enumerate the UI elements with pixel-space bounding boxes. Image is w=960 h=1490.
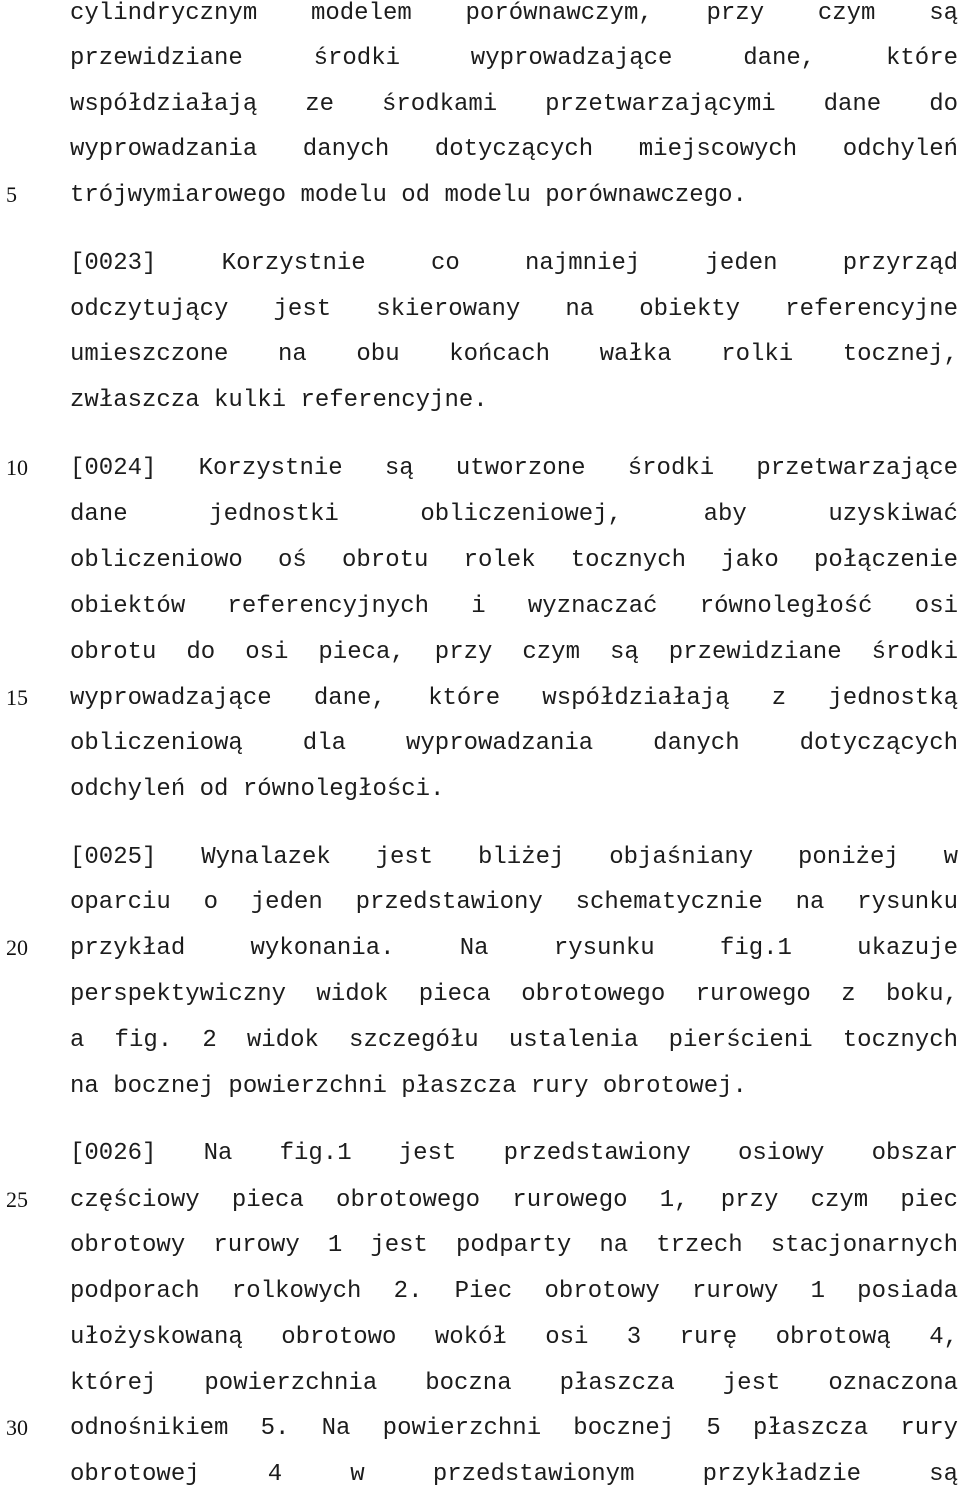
text-line: przykład wykonania. Na rysunku fig.1 ukazuje (70, 935, 958, 962)
text-line: [0023] Korzystnie co najmniej jeden przyrząd (70, 250, 958, 277)
text-line: zwłaszcza kulki referencyjne. (70, 387, 488, 414)
line-number: 10 (6, 455, 28, 480)
text-line: dane jednostki obliczeniowej, aby uzyskiwać (70, 501, 958, 528)
text-line: obrotowy rurowy 1 jest podparty na trzech stacjonarnych (70, 1232, 958, 1259)
text-line: podporach rolkowych 2. Piec obrotowy rurowy 1 posiada (70, 1278, 958, 1305)
text-line: [0026] Na fig.1 jest przedstawiony osiowy obszar (70, 1140, 958, 1167)
text-line: na bocznej powierzchni płaszcza rury obrotowej. (70, 1073, 747, 1100)
line-number: 20 (6, 935, 28, 960)
text-line: cylindrycznym modelem porównawczym, przy czym są (70, 0, 958, 27)
text-line: wyprowadzające dane, które współdziałają z jednostką (70, 685, 958, 712)
text-line: obrotowej 4 w przedstawionym przykładzie są (70, 1461, 958, 1488)
text-line: odchyleń od równoległości. (70, 776, 445, 803)
text-line: obliczeniowo oś obrotu rolek tocznych jako połączenie (70, 547, 958, 574)
text-line: oparciu o jeden przedstawiony schematycznie na rysunku (70, 889, 958, 916)
text-line: której powierzchnia boczna płaszcza jest oznaczona (70, 1370, 958, 1397)
text-line: [0024] Korzystnie są utworzone środki przetwarzające (70, 455, 958, 482)
text-line: przewidziane środki wyprowadzające dane, które (70, 45, 958, 72)
line-number: 30 (6, 1415, 28, 1440)
line-number: 5 (6, 182, 17, 207)
text-line: obrotu do osi pieca, przy czym są przewidziane środki (70, 639, 958, 666)
text-line: umieszczone na obu końcach wałka rolki tocznej, (70, 341, 958, 368)
text-line: odnośnikiem 5. Na powierzchni bocznej 5 płaszcza rury (70, 1415, 958, 1442)
line-number: 25 (6, 1187, 28, 1212)
line-number-gutter (0, 0, 40, 1490)
text-line: ułożyskowaną obrotowo wokół osi 3 rurę obrotową 4, (70, 1324, 958, 1351)
text-line: perspektywiczny widok pieca obrotowego rurowego z boku, (70, 981, 958, 1008)
text-line: współdziałają ze środkami przetwarzającymi dane do (70, 91, 958, 118)
text-line: obliczeniową dla wyprowadzania danych dotyczących (70, 730, 958, 757)
text-line: wyprowadzania danych dotyczących miejscowych odchyleń (70, 136, 958, 163)
text-line: częściowy pieca obrotowego rurowego 1, przy czym piec (70, 1187, 958, 1214)
line-number: 15 (6, 685, 28, 710)
text-line: trójwymiarowego modelu od modelu porównawczego. (70, 182, 747, 209)
text-line: a fig. 2 widok szczegółu ustalenia pierścieni tocznych (70, 1027, 958, 1054)
text-line: obiektów referencyjnych i wyznaczać równoległość osi (70, 593, 958, 620)
text-line: odczytujący jest skierowany na obiekty referencyjne (70, 296, 958, 323)
text-line: [0025] Wynalazek jest bliżej objaśniany poniżej w (70, 844, 958, 871)
